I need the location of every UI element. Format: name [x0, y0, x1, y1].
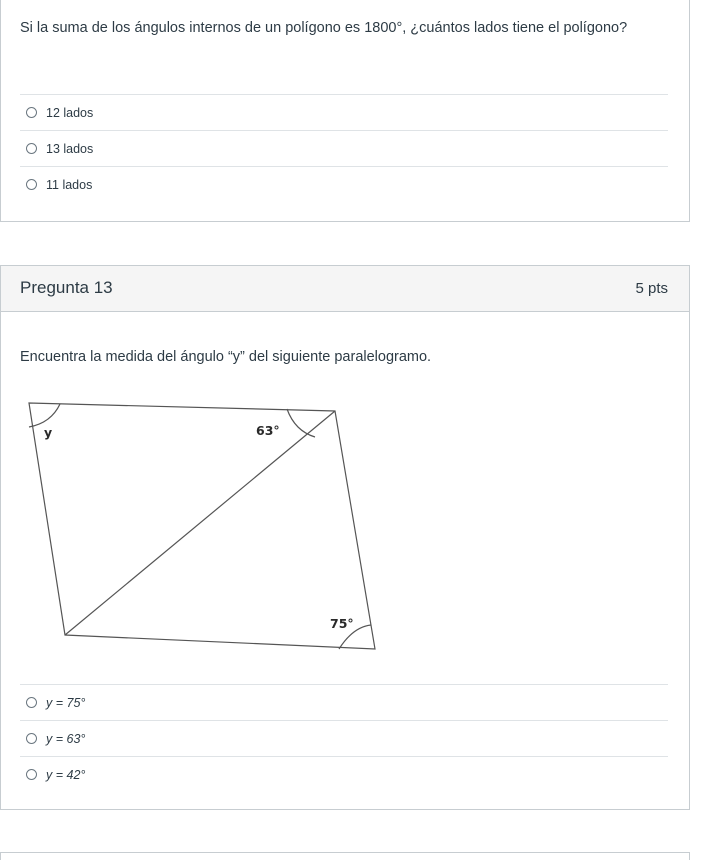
radio-button[interactable] [26, 143, 37, 154]
question-points: 5 pts [635, 280, 668, 297]
answer-label: y = 75° [46, 695, 86, 710]
radio-button[interactable] [26, 107, 37, 118]
parallelogram-outline [29, 403, 375, 649]
label-angle-y: y [44, 425, 53, 440]
answer-label: y = 42° [46, 767, 86, 782]
question-card-next [0, 852, 690, 860]
answer-option-11-lados[interactable] [20, 166, 668, 202]
question-text: Encuentra la medida del ángulo “y” del siguiente paralelogramo. [20, 349, 432, 365]
radio-button[interactable] [26, 769, 37, 780]
answer-list [20, 684, 668, 792]
radio-button[interactable] [26, 733, 37, 744]
parallelogram-figure [23, 401, 383, 661]
question-text: Si la suma de los ángulos internos de un polígono es 1800°, ¿cuántos lados tiene el polígono? [20, 20, 628, 36]
answer-label: 11 lados [46, 177, 93, 192]
parallelogram-shape [29, 403, 375, 649]
label-angle-75: 75° [330, 616, 354, 631]
answer-label: y = 63° [46, 731, 86, 746]
radio-button[interactable] [26, 697, 37, 708]
parallelogram-diagonal [65, 411, 335, 635]
radio-button[interactable] [26, 179, 37, 190]
angle-arc-63 [287, 409, 315, 437]
answer-option-y-42[interactable] [20, 756, 668, 792]
answer-option-y-63[interactable] [20, 720, 668, 756]
answer-option-y-75[interactable] [20, 684, 668, 720]
answer-label: 12 lados [46, 105, 94, 120]
answer-list [20, 94, 668, 202]
answer-option-12-lados[interactable] [20, 94, 668, 130]
angle-arc-y [29, 404, 60, 427]
question-card-12 [0, 0, 690, 222]
question-title: Pregunta 13 [20, 278, 113, 297]
answer-option-13-lados[interactable] [20, 130, 668, 166]
label-angle-63: 63° [256, 423, 280, 438]
question-header [1, 266, 689, 312]
answer-label: 13 lados [46, 141, 94, 156]
question-card-13 [0, 265, 690, 810]
